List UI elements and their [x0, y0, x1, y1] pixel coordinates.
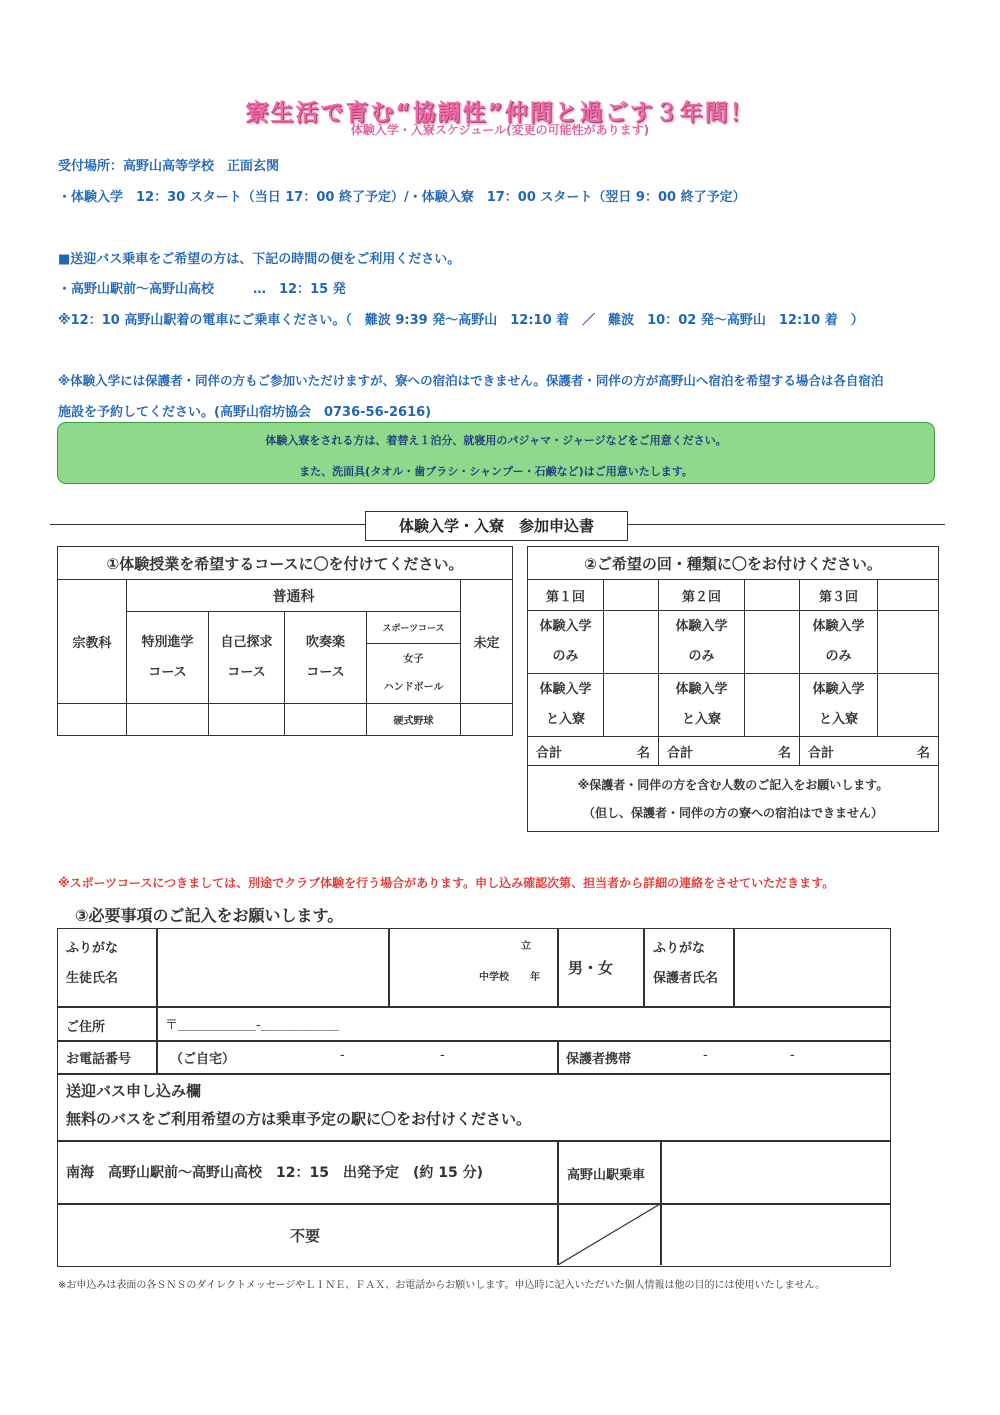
station-boarding-mark-cell[interactable]: [662, 1142, 888, 1202]
baseball-option[interactable]: 硬式野球: [367, 704, 461, 736]
sports-course-label: スポーツコース: [367, 612, 461, 644]
diagonal-slash-icon: [558, 1204, 660, 1265]
guardian-furigana-label: ふりがな: [653, 941, 706, 956]
address-label: ご住所: [66, 1020, 106, 1035]
self-exploration-course: 自己探求 コース: [209, 612, 285, 704]
round-1-total[interactable]: 合計 名: [528, 737, 659, 766]
round-3-total[interactable]: 合計 名: [800, 737, 939, 766]
religion-course: 宗教科: [58, 580, 127, 704]
bus-heading: ■送迎バス乗車をご希望の方は、下記の時間の便をご利用ください。: [58, 252, 461, 267]
course-table: [57, 546, 513, 736]
student-name-label: 生徒氏名: [66, 971, 119, 986]
round-3-visit-only-cell[interactable]: [878, 611, 939, 674]
student-name-field[interactable]: [158, 930, 387, 1005]
home-phone-field[interactable]: [250, 1042, 556, 1072]
religion-mark-cell[interactable]: [58, 704, 127, 736]
round-1-visit-only: 体験入学 のみ: [528, 611, 604, 674]
session-table-heading: ②ご希望の回・種類に〇をお付けください。: [528, 547, 939, 580]
schedule-text: ・体験入学 12：30 スタート（当日 17：00 終了予定）/・体験入寮 17：00 スタート（翌日 9：00 終了予定）: [58, 190, 746, 205]
notice-line-1: 体験入寮をされる方は、着替え１泊分、就寝用のパジャマ・ジャージなどをご用意ください。: [265, 434, 727, 447]
undecided-course: 未定: [461, 580, 513, 704]
phone-label: お電話番号: [66, 1052, 132, 1067]
round-1-visit-only-cell[interactable]: [604, 611, 659, 674]
round-2-visit-dorm-cell[interactable]: [745, 674, 800, 737]
round-1-visit-dorm-cell[interactable]: [604, 674, 659, 737]
mobile-dash-1: -: [703, 1048, 708, 1063]
bus-application-title: 送迎バス申し込み欄: [66, 1082, 202, 1100]
round-2-mark-cell[interactable]: [745, 580, 800, 611]
round-1-label: 第１回: [528, 580, 604, 611]
round-2-total[interactable]: 合計 名: [659, 737, 800, 766]
special-mark-cell[interactable]: [127, 704, 209, 736]
form-title: 体験入学・入寮 参加申込書: [365, 511, 628, 541]
round-3-visit-only: 体験入学 のみ: [800, 611, 878, 674]
undecided-mark-cell[interactable]: [461, 704, 513, 736]
sports-course-note: ※スポーツコースにつきましては、別途でクラブ体験を行う場合があります。申し込み確認次第、担当者から詳細の連絡をさせていただきます。: [58, 876, 835, 890]
round-1-mark-cell[interactable]: [604, 580, 659, 611]
mobile-dash-2: -: [790, 1048, 795, 1063]
home-phone-dash-2: -: [440, 1048, 445, 1063]
bus-route-option: 南海 高野山駅前～高野山高校 12：15 出発予定 (約 15 分): [66, 1165, 483, 1181]
guardian-mobile-field[interactable]: [660, 1042, 888, 1072]
footer-note: ※お申込みは表面の各ＳＮＳのダイレクトメッセージやＬＩＮＥ、ＦＡＸ、お電話からお願いします。申込時に記入いただいた個人情報は他の目的には使用いたしません。: [58, 1280, 826, 1291]
guardian-name-label: 保護者氏名: [653, 971, 719, 986]
station-boarding-label: 高野山駅乗車: [567, 1168, 646, 1183]
junior-high-label: 中学校: [479, 972, 509, 983]
round-2-label: 第２回: [659, 580, 745, 611]
home-phone-dash-1: -: [340, 1048, 345, 1063]
reception-text: 受付場所：高野山高等学校 正面玄関: [58, 159, 280, 174]
general-course-header: 普通科: [127, 580, 461, 612]
guardian-note-2: 施設を予約してください。(高野山宿坊協会 0736-56-2616): [58, 405, 432, 420]
ritsu-label: 立: [521, 941, 531, 952]
brass-band-course: 吹奏楽 コース: [285, 612, 367, 704]
special-advanced-course: 特別進学 コース: [127, 612, 209, 704]
girls-handball-option: 女子 ハンドボール: [367, 644, 461, 704]
notice-line-2: また、洗面具(タオル・歯ブラシ・シャンプー・石鹸など)はご用意いたします。: [299, 465, 693, 478]
student-furigana-label: ふりがな: [66, 941, 119, 956]
bus-note-text: ※12：10 高野山駅着の電車にご乗車ください。（ 難波 9:39 発～高野山 12:10 着 ／ 難波 10：02 発～高野山 12:10 着 ）: [58, 313, 864, 328]
not-needed-mark-cell[interactable]: [662, 1205, 888, 1264]
address-field[interactable]: 〒＿＿＿＿＿＿-＿＿＿＿＿＿: [165, 1018, 339, 1033]
round-3-visit-dorm-cell[interactable]: [878, 674, 939, 737]
session-table: [527, 546, 939, 832]
bus-application-instruction: 無料のバスをご利用希望の方は乗車予定の駅に〇をお付けください。: [66, 1110, 532, 1128]
section3-heading: ③必要事項のご記入をお願いします。: [75, 906, 344, 925]
course-table-heading: ①体験授業を希望するコースに〇を付けてください。: [58, 547, 513, 580]
bus-route-text: ・高野山駅前～高野山高校 … 12：15 発: [58, 282, 346, 297]
page-title: 寮生活で育む“協調性”仲間と過ごす３年間！: [245, 100, 755, 126]
not-needed-option[interactable]: 不要: [290, 1227, 321, 1245]
home-phone-label: （ご自宅）: [170, 1052, 236, 1067]
school-field[interactable]: [390, 930, 556, 1005]
guardian-name-field[interactable]: [735, 930, 887, 1005]
notice-box: [57, 422, 935, 484]
round-2-visit-dorm: 体験入学 と入寮: [659, 674, 745, 737]
brass-mark-cell[interactable]: [285, 704, 367, 736]
session-table-note: ※保護者・同伴の方を含む人数のご記入をお願いします。 （但し、保護者・同伴の方の寮への宿泊はできません）: [528, 766, 939, 832]
round-3-mark-cell[interactable]: [878, 580, 939, 611]
round-2-visit-only-cell[interactable]: [745, 611, 800, 674]
gender-selector[interactable]: 男・女: [568, 959, 614, 977]
page-subtitle: 体験入学・入寮スケジュール(変更の可能性があります): [350, 123, 650, 137]
round-1-visit-dorm: 体験入学 と入寮: [528, 674, 604, 737]
guardian-note-1: ※体験入学には保護者・同伴の方もご参加いただけますが、寮への宿泊はできません。保護者・同伴の方が高野山へ宿泊を希望する場合は各自宿泊: [58, 373, 884, 388]
grade-label: 年: [530, 972, 540, 983]
round-3-label: 第３回: [800, 580, 878, 611]
explore-mark-cell[interactable]: [209, 704, 285, 736]
round-2-visit-only: 体験入学 のみ: [659, 611, 745, 674]
round-3-visit-dorm: 体験入学 と入寮: [800, 674, 878, 737]
guardian-mobile-label: 保護者携帯: [566, 1052, 632, 1067]
